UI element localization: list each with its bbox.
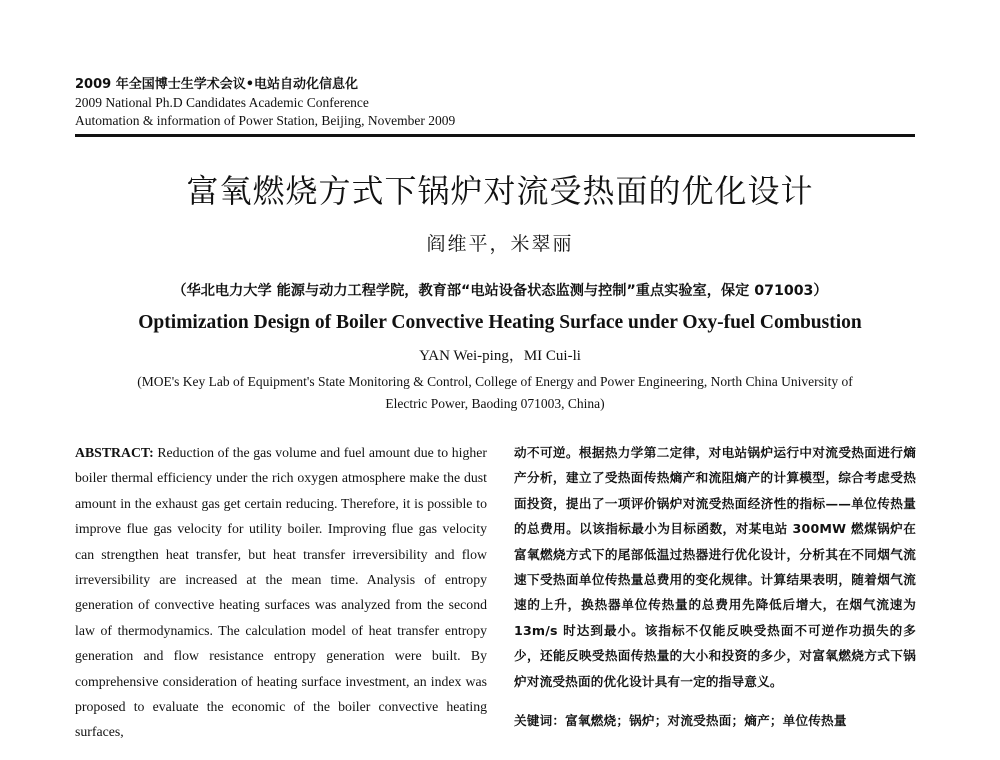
authors-cn: 阎维平，米翠丽: [426, 233, 574, 255]
abstract-cn: [514, 440, 916, 760]
abstract-label: ABSTRACT:: [75, 445, 154, 460]
authors-en: YAN Wei-ping，MI Cui-li: [419, 348, 581, 364]
keywords-cn: 关键词：富氧燃烧；锅炉；对流受热面；熵产；单位传热量: [514, 713, 847, 729]
abstract-en-text: Reduction of the gas volume and fuel amount due to higher boiler thermal efficiency under the rich oxygen atmosphere make the dust amount in the exhaust gas get certain reducing. Therefore, it is possible to improve flue gas velocity for utility boiler. Improving flue gas velocity can strengthen heat transfer, but heat transfer irreversibility and flow irreversibility are increased at the mean time. Analysis of entropy generation of convective heating surfaces was analyzed from the second law of thermodynamics. The calculation model of heat transfer entropy generation and flow resistance entropy generation were built. By comprehensive consideration of heating surface investment, an index was proposed to evaluate the economic of the boiler convective heating surfaces,: [75, 445, 487, 740]
affiliation-en-line1: (MOE's Key Lab of Equipment's State Monitoring & Control, College of Energy and Power Engineering, North China University of: [137, 374, 853, 389]
abstract-cn-text: 动不可逆。根据热力学第二定律，对电站锅炉运行中对流受热面进行熵产分析，建立了受热面传热熵产和流阻熵产的计算模型，综合考虑受热面投资，提出了一项评价锅炉对流受热面经济性的指标——单位传热量的总费用。以该指标最小为目标函数，对某电站 300MW 燃煤锅炉在富氧燃烧方式下的尾部低温过热器进行优化设计，分析其在不同烟气流速下受热面单位传热量总费用的变化规律。计算结果表明，随着烟气流速的上升，换热器单位传热量的总费用先降低后增大，在烟气流速为 13m/s 时达到最小。该指标不仅能反映受热面不可逆作功损失的多少，还能反映受热面传热量的大小和投资的多少，对富氧燃烧方式下锅炉对流受热面的优化设计具有一定的指导意义。: [514, 445, 916, 689]
header-rule: [75, 134, 915, 137]
header-line-location: Automation & information of Power Station, Beijing, November 2009: [75, 113, 456, 128]
paper-title-cn: 富氧燃烧方式下锅炉对流受热面的优化设计: [186, 172, 814, 210]
affiliation-cn: （华北电力大学 能源与动力工程学院，教育部“电站设备状态监测与控制”重点实验室，保定 071003）: [172, 283, 828, 299]
abstract-en: [75, 440, 487, 760]
affiliation-en-line2: Electric Power, Baoding 071003, China): [385, 396, 605, 411]
paper-title-en: Optimization Design of Boiler Convective Heating Surface under Oxy-fuel Combustion: [138, 312, 862, 333]
header-line-en: 2009 National Ph.D Candidates Academic Conference: [75, 95, 369, 110]
conference-header: [75, 76, 915, 130]
header-line-cn: 2009 年全国博士生学术会议•电站自动化信息化: [75, 77, 359, 92]
affiliation-en: [75, 371, 915, 415]
